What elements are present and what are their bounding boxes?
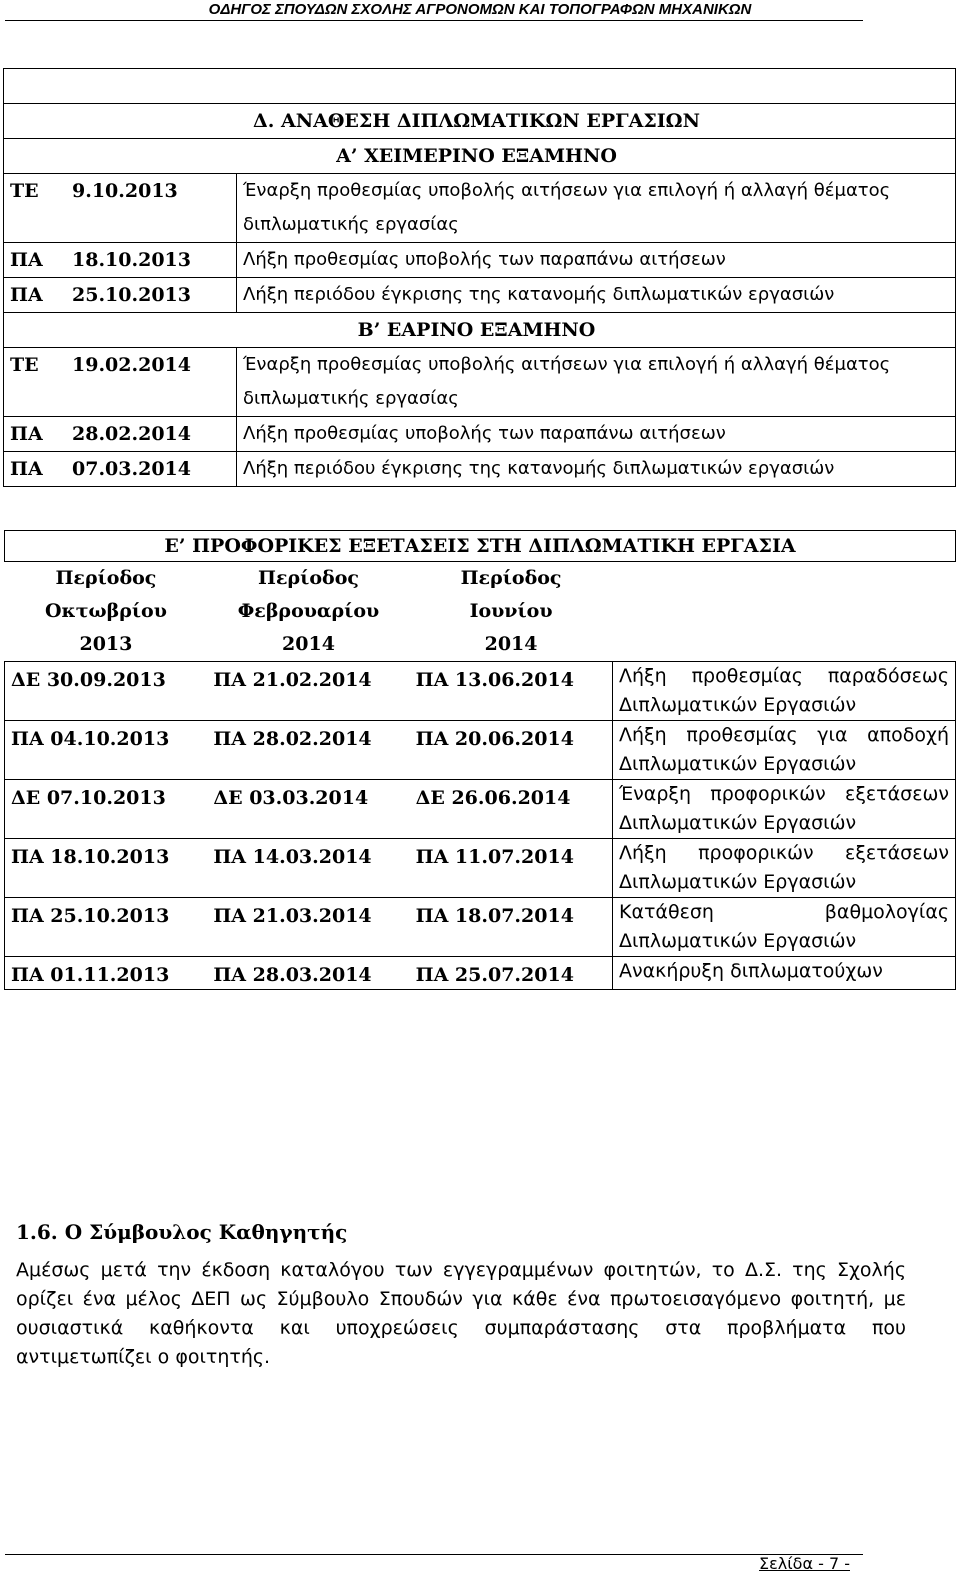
- spring-semester-title: Β’ ΕΑΡΙΝΟ ΕΞΑΜΗΝΟ: [4, 313, 956, 348]
- activity-description: Έναρξη προφορικών εξετάσεων Διπλωματικών Εργασιών: [613, 780, 956, 839]
- period-header-line: Φεβρουαρίου: [237, 600, 380, 622]
- period-header-line: Ιουνίου: [469, 600, 553, 622]
- spring-rows: [4, 348, 956, 487]
- winter-day: ΤΕ: [4, 174, 67, 243]
- june-date: ΠΑ 13.06.2014: [410, 662, 613, 721]
- assignment-table: [3, 68, 956, 487]
- footer-rule: [5, 1554, 863, 1555]
- october-date: ΠΑ 01.11.2013: [5, 957, 208, 990]
- october-date: ΠΑ 25.10.2013: [5, 898, 208, 957]
- oral-rows: [5, 662, 956, 990]
- period-header-blank: [613, 562, 956, 662]
- spring-day: ΠΑ: [4, 417, 67, 452]
- period-header-line: Περίοδος: [55, 567, 157, 589]
- june-date: ΠΑ 11.07.2014: [410, 839, 613, 898]
- period-header-line: Περίοδος: [258, 567, 359, 589]
- document-header: ΟΔΗΓΟΣ ΣΠΟΥΔΩΝ ΣΧΟΛΗΣ ΑΓΡΟΝΟΜΩΝ ΚΑΙ ΤΟΠΟΓΡΑΦΩΝ ΜΗΧΑΝΙΚΩΝ: [208, 1, 752, 18]
- period-header-line: 2014: [484, 633, 538, 655]
- assignment-title: Δ. ΑΝΑΘΕΣΗ ΔΙΠΛΩΜΑΤΙΚΩΝ ΕΡΓΑΣΙΩΝ: [4, 104, 956, 139]
- february-date: ΠΑ 14.03.2014: [207, 839, 409, 898]
- spring-date: 19.02.2014: [66, 348, 237, 417]
- table-row: [4, 278, 956, 313]
- period-header-line: 2014: [282, 633, 335, 655]
- spring-day: ΤΕ: [4, 348, 67, 417]
- oral-exams-table: [4, 530, 956, 990]
- page-number: Σελίδα - 7 -: [759, 1554, 850, 1573]
- header-rule: [5, 20, 863, 21]
- table-row: [4, 417, 956, 452]
- spring-date: 28.02.2014: [66, 417, 237, 452]
- winter-date: 25.10.2013: [66, 278, 237, 313]
- activity-description: Λήξη προθεσμίας παραδόσεως Διπλωματικών Εργασιών: [613, 662, 956, 721]
- period-header-line: Οκτωβρίου: [44, 600, 167, 622]
- table-row: [5, 721, 956, 780]
- period-header: [207, 562, 409, 662]
- period-header-row: [5, 562, 956, 662]
- oral-exams-title: Ε’ ΠΡΟΦΟΡΙΚΕΣ ΕΞΕΤΑΣΕΙΣ ΣΤΗ ΔΙΠΛΩΜΑΤΙΚΗ ΕΡΓΑΣΙΑ: [5, 531, 956, 562]
- winter-description: Έναρξη προθεσμίας υποβολής αιτήσεων για επιλογή ή αλλαγή θέματος διπλωματικής εργασίας: [237, 174, 956, 243]
- table-row: [4, 243, 956, 278]
- february-date: ΠΑ 28.03.2014: [207, 957, 409, 990]
- table-top-spacer: [4, 69, 956, 104]
- spring-description: Έναρξη προθεσμίας υποβολής αιτήσεων για επιλογή ή αλλαγή θέματος διπλωματικής εργασίας: [237, 348, 956, 417]
- winter-rows: [4, 174, 956, 313]
- june-date: ΠΑ 18.07.2014: [410, 898, 613, 957]
- table-row: [4, 348, 956, 417]
- winter-description: Λήξη περιόδου έγκρισης της κατανομής διπλωματικών εργασιών: [237, 278, 956, 313]
- winter-day: ΠΑ: [4, 243, 67, 278]
- period-header: [5, 562, 208, 662]
- activity-description: Λήξη προθεσμίας για αποδοχή Διπλωματικών Εργασιών: [613, 721, 956, 780]
- winter-description: Λήξη προθεσμίας υποβολής των παραπάνω αιτήσεων: [237, 243, 956, 278]
- period-header: [410, 562, 613, 662]
- february-date: ΠΑ 21.02.2014: [207, 662, 409, 721]
- october-date: ΔΕ 07.10.2013: [5, 780, 208, 839]
- table-row: [5, 662, 956, 721]
- february-date: ΔΕ 03.03.2014: [207, 780, 409, 839]
- activity-description: Κατάθεση βαθμολογίας Διπλωματικών Εργασιών: [613, 898, 956, 957]
- table-row: [5, 839, 956, 898]
- spring-day: ΠΑ: [4, 452, 67, 487]
- table-row: [4, 452, 956, 487]
- table-row: [5, 898, 956, 957]
- february-date: ΠΑ 21.03.2014: [207, 898, 409, 957]
- june-date: ΠΑ 25.07.2014: [410, 957, 613, 990]
- october-date: ΔΕ 30.09.2013: [5, 662, 208, 721]
- spring-date: 07.03.2014: [66, 452, 237, 487]
- section-title: 1.6. Ο Σύμβουλος Καθηγητής: [16, 1220, 348, 1244]
- october-date: ΠΑ 04.10.2013: [5, 721, 208, 780]
- winter-date: 9.10.2013: [66, 174, 237, 243]
- table-row: [5, 957, 956, 990]
- section-body: Αμέσως μετά την έκδοση καταλόγου των εγγεγραμμένων φοιτητών, το Δ.Σ. της Σχολής ορίζει ένα μέλος ΔΕΠ ως Σύμβουλο Σπουδών για κάθε ένα πρωτοεισαγόμενο φοιτητή, με ουσιαστικά καθήκοντα και υποχρεώσεις συμπαράστασης στα προβλήματα που αντιμετωπίζει ο φοιτητής.: [16, 1259, 906, 1368]
- february-date: ΠΑ 28.02.2014: [207, 721, 409, 780]
- activity-description: Ανακήρυξη διπλωματούχων: [613, 957, 956, 990]
- table-row: [4, 174, 956, 243]
- june-date: ΔΕ 26.06.2014: [410, 780, 613, 839]
- winter-day: ΠΑ: [4, 278, 67, 313]
- spring-description: Λήξη περιόδου έγκρισης της κατανομής διπλωματικών εργασιών: [237, 452, 956, 487]
- winter-semester-title: Α’ ΧΕΙΜΕΡΙΝΟ ΕΞΑΜΗΝΟ: [4, 139, 956, 174]
- october-date: ΠΑ 18.10.2013: [5, 839, 208, 898]
- winter-date: 18.10.2013: [66, 243, 237, 278]
- table-row: [5, 780, 956, 839]
- june-date: ΠΑ 20.06.2014: [410, 721, 613, 780]
- period-header-line: Περίοδος: [460, 567, 562, 589]
- activity-description: Λήξη προφορικών εξετάσεων Διπλωματικών Εργασιών: [613, 839, 956, 898]
- spring-description: Λήξη προθεσμίας υποβολής των παραπάνω αιτήσεων: [237, 417, 956, 452]
- period-header-line: 2013: [79, 633, 133, 655]
